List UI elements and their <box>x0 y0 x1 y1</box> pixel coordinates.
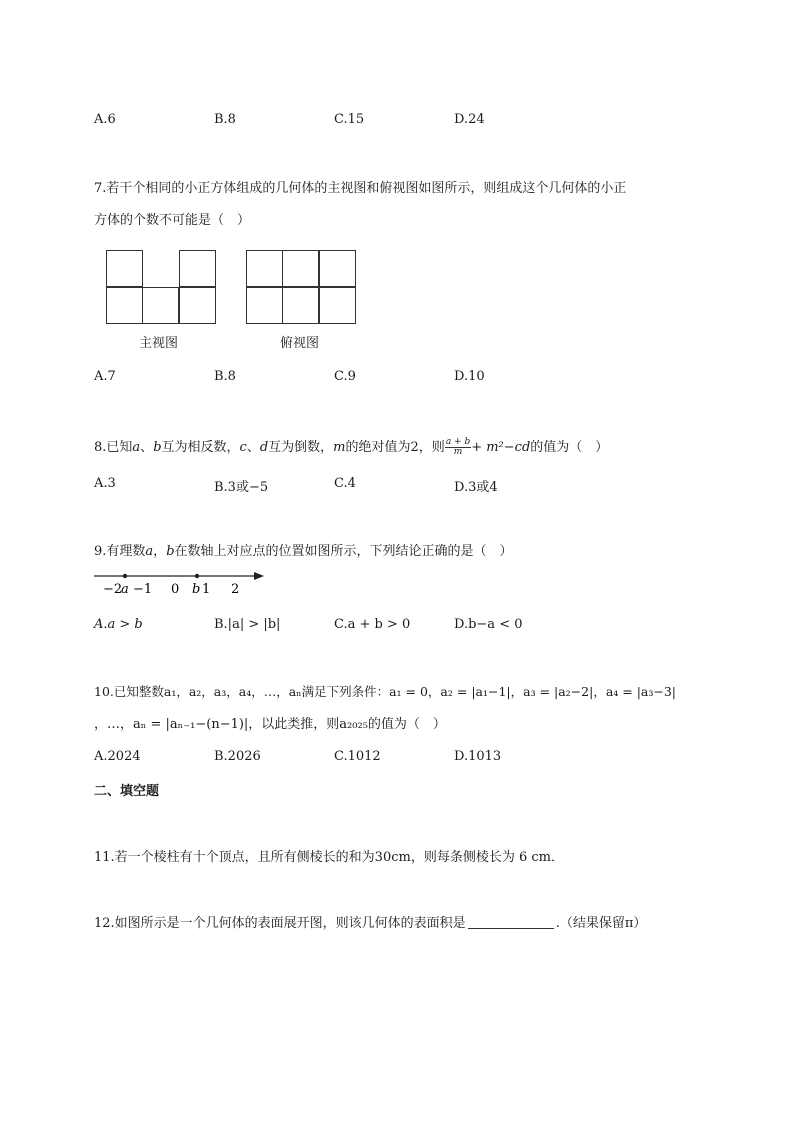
q6-option-d: D.24 <box>454 112 485 127</box>
axis-label-1: 1 <box>202 582 211 597</box>
q8-option-a: A.3 <box>94 476 116 491</box>
q6-option-b: B.8 <box>214 112 236 127</box>
q8-stem: 8.已知a、b互为相反数，c、d互为倒数，m的绝对值为2，则 $\frac{a + b}{m}$ + m²−cd的值为（ ） <box>94 437 609 457</box>
q8-option-b: B.3或−5 <box>214 480 269 495</box>
q7-stem-line2: 方体的个数不可能是（ ） <box>94 213 251 228</box>
axis-label-0: 0 <box>171 582 180 597</box>
axis-label-2: 2 <box>231 582 240 597</box>
q10-option-b: B.2026 <box>214 749 261 764</box>
q7-option-c: C.9 <box>334 369 356 384</box>
q11-stem: 11.若一个棱柱有十个顶点，且所有侧棱长的和为30cm，则每条侧棱长为 6 cm． <box>94 850 564 865</box>
number-line-point-a <box>123 574 127 578</box>
section-title-fill-in: 二、填空题 <box>94 784 160 799</box>
q8-option-c: C.4 <box>334 476 356 491</box>
q9-option-c: C.a + b > 0 <box>334 617 411 632</box>
q7-option-b: B.8 <box>214 369 236 384</box>
q6-option-a: A.6 <box>94 112 116 127</box>
q7-stem-line1: 7.若干个相同的小正方体组成的几何体的主视图和俯视图如图所示，则组成这个几何体的小正 <box>94 181 627 196</box>
q12-stem: 12.如图所示是一个几何体的表面展开图，则该几何体的表面积是 .（结果保留π） <box>94 916 647 931</box>
q8-fraction: $\frac{a + b}{m}$ <box>445 437 471 457</box>
q12-answer-blank[interactable] <box>468 914 554 929</box>
axis-label-b: b <box>192 582 201 597</box>
axis-label-neg1: −1 <box>133 582 153 597</box>
q10-stem-line2: ，…，aₙ = |aₙ₋₁−(n−1)|，以此类推，则a₂₀₂₅的值为（ ） <box>94 717 446 732</box>
q8-option-d: D.3或4 <box>454 480 498 495</box>
q10-option-d: D.1013 <box>454 749 502 764</box>
q9-stem: 9.有理数a，b在数轴上对应点的位置如图所示，下列结论正确的是（ ） <box>94 544 513 559</box>
q10-option-a: A.2024 <box>94 749 141 764</box>
q10-stem-line1: 10.已知整数a₁，a₂，a₃，a₄，…，aₙ满足下列条件：a₁ = 0，a₂ = |a₁−1|，a₃ = |a₂−2|，a₄ = |a₃−3| <box>94 684 677 699</box>
q9-option-a: A.a > b <box>94 617 143 632</box>
axis-label-a: a <box>121 582 129 597</box>
q7-option-d: D.10 <box>454 369 485 384</box>
number-line-point-b <box>195 574 199 578</box>
q9-option-b: B.|a| > |b| <box>214 617 281 632</box>
q7-front-view-label: 主视图 <box>139 336 179 351</box>
q7-top-view-label: 俯视图 <box>280 336 320 351</box>
q7-option-a: A.7 <box>94 369 116 384</box>
axis-label-neg2: −2 <box>103 582 123 597</box>
q10-option-c: C.1012 <box>334 749 381 764</box>
q6-option-c: C.15 <box>334 112 365 127</box>
q9-number-line-figure <box>90 566 270 598</box>
q9-option-d: D.b−a < 0 <box>454 617 523 632</box>
